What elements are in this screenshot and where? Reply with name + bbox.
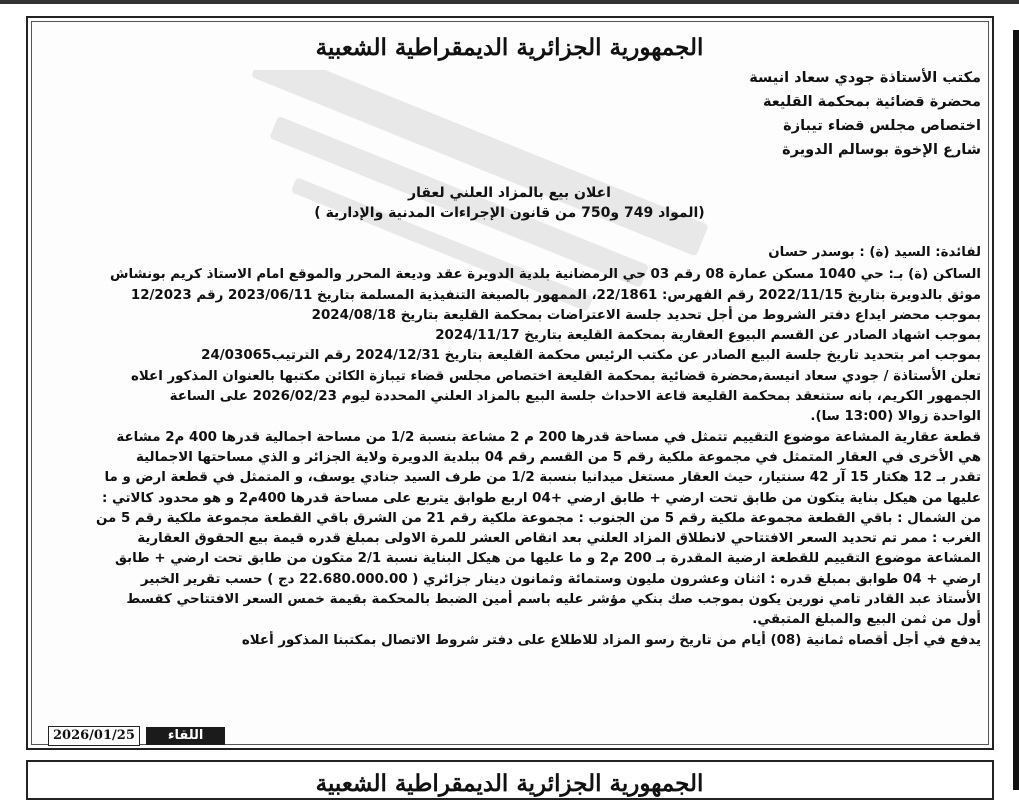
page-edge	[1013, 30, 1019, 790]
office-line: اختصاص مجلس قضاء تيبازة	[783, 118, 981, 134]
body-line: من الشمال : باقي القطعة مجموعة ملكية رقم 5 من الجنوب : مجموعة ملكية رقم 21 من الشرق باقي القطعة مجموعة ملكية رقم 5 من	[95, 510, 981, 526]
body-line: أول من ثمن البيع والمبلغ المتبقي.	[752, 612, 981, 628]
body-line: قطعة عقارية المشاعة موضوع التقييم تتمثل في مساحة قدرها 200 م 2 مشاعة بنسبة 1/2 من مساحة اجمالية قدرها 400 م2 مشاعة	[116, 429, 981, 445]
body-line: الأستاذ عبد القادر تامي نورين يكون بموجب صك بنكي مؤشر عليه باسم أمين الضبط بالمحكمة بقيمة خمس السعر الافتتاحي كقسط	[126, 592, 981, 608]
body-line: بموجب محضر ايداع دفتر الشروط من أجل تحديد جلسة الاعتراضات بمحكمة القليعة بتاريخ 2024/08/18	[311, 307, 981, 323]
next-republic-heading: الجمهورية الجزائرية الديمقراطية الشعبية	[315, 770, 704, 797]
notice-title-block	[0, 183, 1019, 223]
publication-date: 2026/01/25	[48, 726, 140, 746]
notice-subtitle: (المواد 749 و750 من قانون الإجراءات المدنية والإدارية )	[314, 205, 705, 221]
body-line: تعلن الأستاذة / جودي سعاد انيسة,محضرة قضائية بمحكمة القليعة اختصاص مجلس قضاء تيبازة الكائن مكتبها بالعنوان المذكور اعلاه	[130, 368, 981, 384]
newspaper-tag: اللقاء	[146, 727, 226, 745]
publication-footer	[48, 726, 225, 746]
body-line: عليها من هيكل بناية يتكون من طابق تحت ارضي + طابق ارضي +04 اربع طوابق يتربع على مساحة قدرها 400م2 و هو محدود كالاتي :	[101, 490, 981, 506]
body-line: بموجب امر بتحديد تاريخ جلسة البيع الصادر عن مكتب الرئيس محكمة القليعة بتاريخ 2024/12/31 رقم الترتيب24/03065	[201, 348, 981, 364]
body-line: يدفع في أجل أقصاه ثمانية (08) أيام من تاريخ رسو المزاد للاطلاع على دفتر شروط الاتصال بمكتبنا المذكور أعلاه	[241, 632, 981, 648]
body-line: هي الأخرى في العقار المتمثل في مجموعة ملكية رقم 5 من القسم رقم 04 ببلدية الدويرة ولاية الجزائر و الذي مساحتها الاجمالية	[135, 449, 981, 465]
body-line: الواحدة زوالا (13:00 سا).	[810, 409, 981, 425]
body-line: لفائدة: السيد (ة) : بوسدر حسان	[768, 245, 981, 260]
office-line: محضرة قضائية بمحكمة القليعة	[762, 94, 981, 110]
body-line: الجمهور الكريم، بانه ستنعقد بمحكمة القليعة قاعة الاحداث جلسة البيع بالمزاد العلني المحددة ليوم 2026/02/23 على الساعة	[169, 389, 981, 405]
body-line: بموجب اشهاد الصادر عن القسم البيوع العقارية بمحكمة القليعة بتاريخ 2024/11/17	[435, 328, 981, 344]
body-line: الغرب : ممر تم تحديد السعر الافتتاحي لانطلاق المزاد العلني بعد انقاص العشر للمرة الاولى بمبلغ قدره قيمة بيع الحقوق العقارية	[137, 531, 981, 547]
body-line: تقدر بـ 12 هكتار 15 آر 42 سنتيار، حيث العقار مستغل ميدانيا بنسبة 1/2 من طرف السيد جنادي يوسف، و المتمثل في قطعة ارض و ما	[104, 470, 981, 486]
notice-title: اعلان بيع بالمزاد العلني لعقار	[408, 185, 611, 201]
body-line: موثق بالدويرة بتاريخ 2022/11/15 رقم الفهرس: 22/1861، الممهور بالصيغة التنفيذية المسلمة بتاريخ 2023/06/11 رقم 12/2023	[130, 287, 981, 303]
top-border	[0, 0, 1019, 4]
body-line: المشاعة موضوع التقييم للقطعة ارضية المقدرة بـ 200 م2 و ما عليها من هيكل البناية نسبة 2/1 متكون من طابق تحت ارضي + طابق	[114, 551, 981, 567]
body-line: ارضي + 04 طوابق بمبلغ قدره : اثنان وعشرون مليون وستمائة وثمانون دينار جزائري ( 22.680.000.00 دج ) حسب تقرير الخبير	[140, 571, 981, 587]
republic-heading: الجمهورية الجزائرية الديمقراطية الشعبية	[315, 34, 704, 61]
notice-body	[36, 243, 981, 651]
body-line: الساكن (ة) بـ: حي 1040 مسكن عمارة 08 رقم 03 حي الرمضانية بلدية الدويرة عقد وديعة المحرر والموقع امام الاستاذ كريم بونشاش	[110, 267, 981, 283]
bailiff-office-block	[749, 66, 981, 162]
office-line: مكتب الأستاذة جودي سعاد انيسة	[749, 70, 981, 86]
office-line: شارع الإخوة بوسالم الدويرة	[782, 142, 981, 158]
